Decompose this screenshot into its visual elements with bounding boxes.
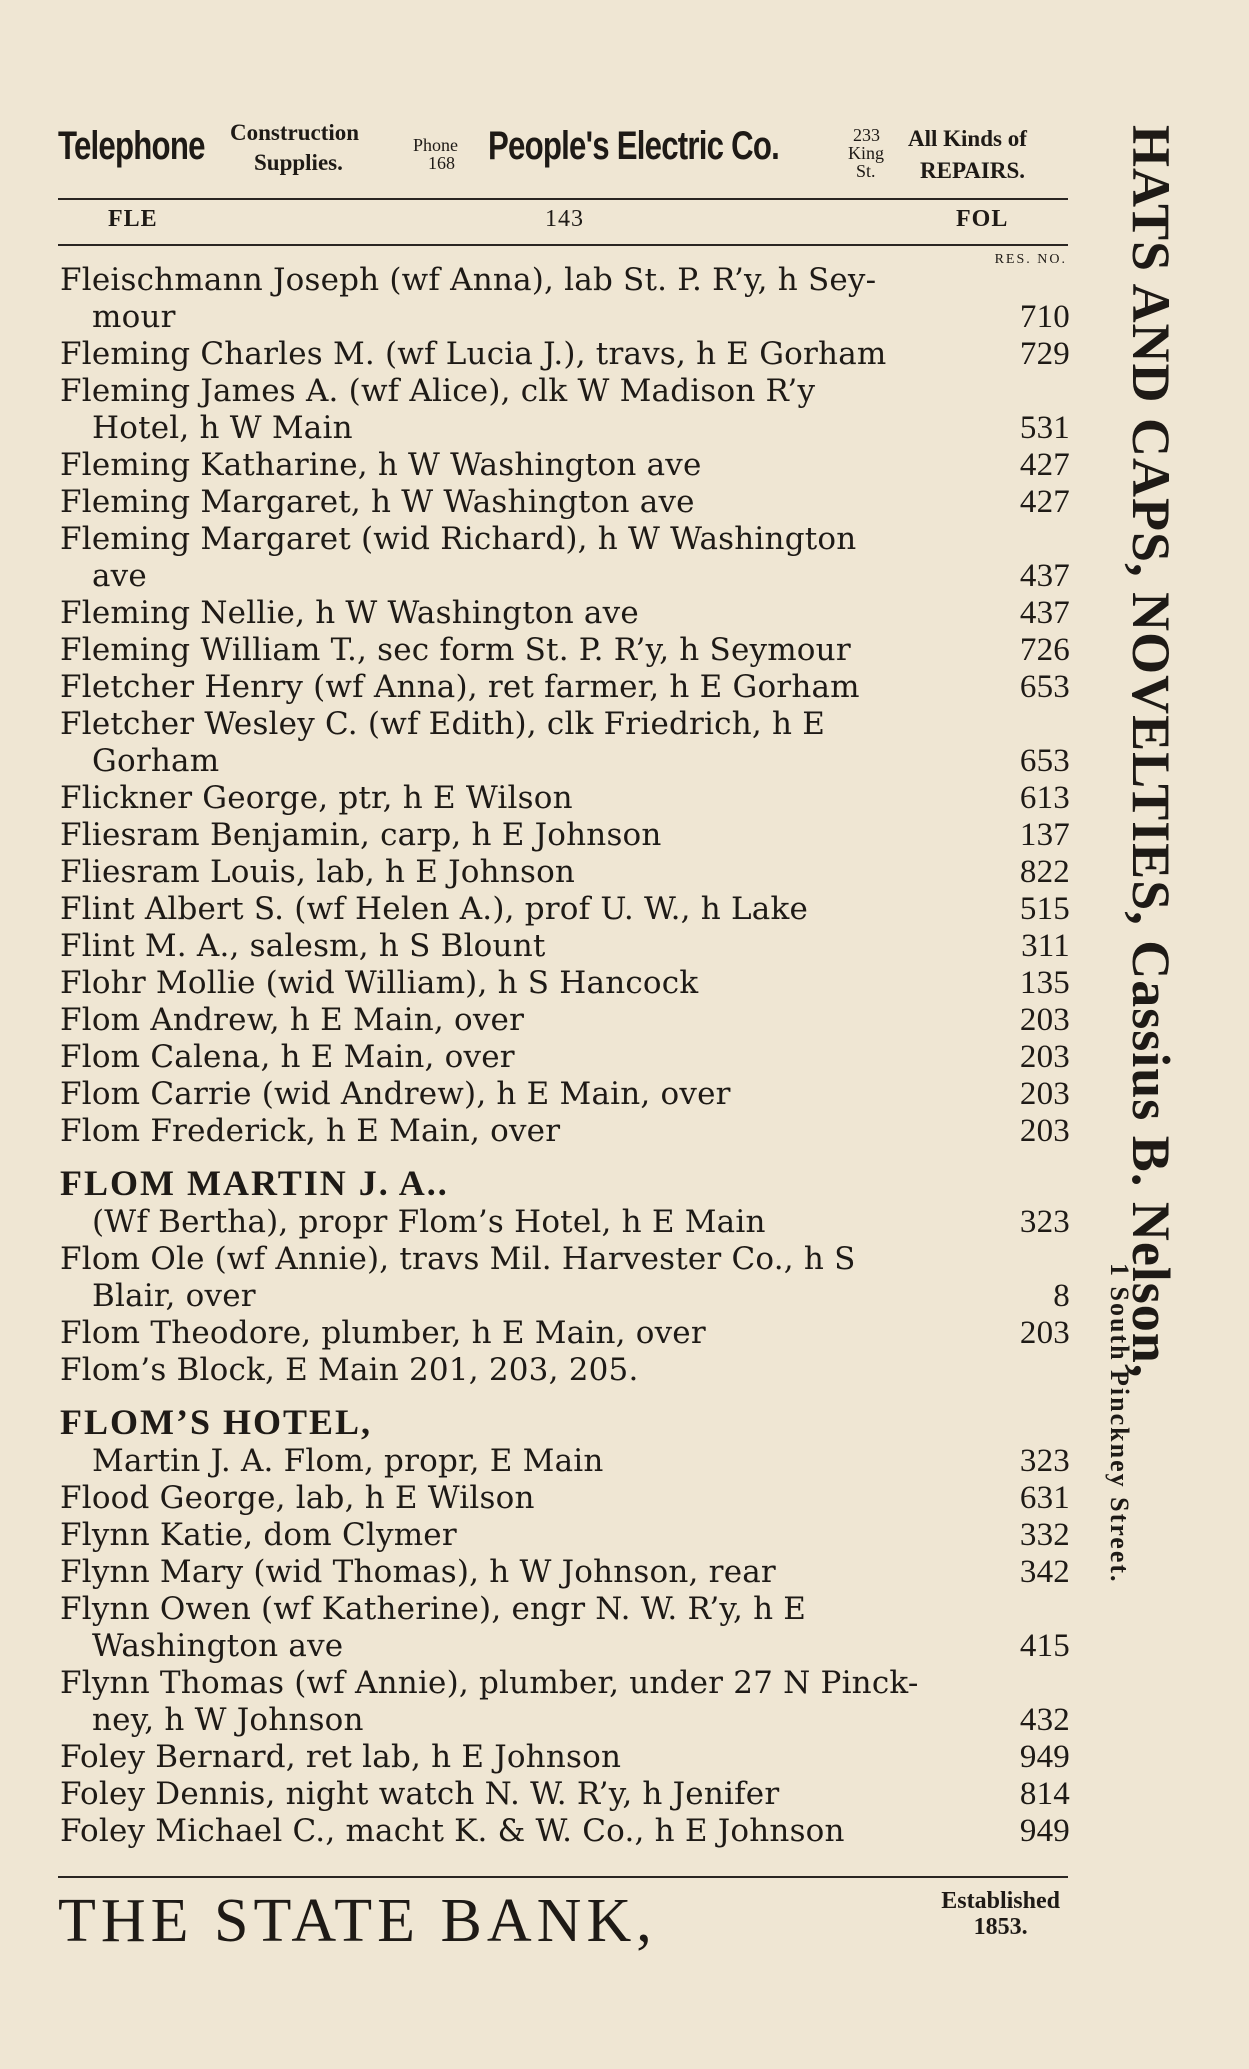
directory-entry	[60, 743, 1070, 780]
residence-number: 323	[1019, 1204, 1070, 1240]
directory-entry	[60, 891, 1070, 928]
residence-number: 135	[1019, 965, 1070, 1001]
entry-text: mour	[92, 299, 176, 335]
entry-text: Foley Michael C., macht K. & W. Co., h E Johnson	[60, 1813, 845, 1849]
directory-entry	[60, 262, 1070, 299]
directory-entry	[60, 1315, 1070, 1352]
directory-entry	[60, 1204, 1070, 1241]
residence-number: 342	[1019, 1554, 1070, 1590]
entry-heading	[60, 1389, 1070, 1443]
residence-number: 137	[1019, 817, 1070, 853]
entry-text: Flom Carrie (wid Andrew), h E Main, over	[60, 1076, 731, 1112]
directory-entry	[60, 595, 1070, 632]
entry-text: Fleming James A. (wf Alice), clk W Madison R’y	[60, 373, 816, 409]
entry-text: Fleming Charles M. (wf Lucia J.), travs, h E Gorham	[60, 336, 887, 372]
residence-number: 949	[1019, 1813, 1070, 1849]
column-label-res-no: RES. NO.	[994, 252, 1067, 267]
entry-text: Flom Frederick, h E Main, over	[60, 1113, 561, 1149]
residence-number: 613	[1019, 780, 1070, 816]
established-label: Established	[941, 1888, 1060, 1914]
directory-entry	[60, 1554, 1070, 1591]
entry-text: Gorham	[92, 743, 220, 779]
entry-text: Flom Andrew, h E Main, over	[60, 1002, 525, 1038]
entry-text: Flint M. A., salesm, h S Blount	[60, 928, 546, 964]
supplies-label: Supplies.	[254, 150, 343, 175]
entry-text: Flom Theodore, plumber, h E Main, over	[60, 1315, 706, 1351]
entry-text: Blair, over	[92, 1278, 256, 1314]
phone-number: 168	[428, 153, 455, 173]
directory-entry	[60, 1702, 1070, 1739]
residence-number: 710	[1019, 299, 1070, 335]
directory-entries	[60, 262, 1070, 1850]
footer-rule	[58, 1876, 1068, 1878]
directory-entry	[60, 1039, 1070, 1076]
address-street: King	[848, 143, 884, 163]
directory-entry	[60, 410, 1070, 447]
residence-number: 631	[1019, 1480, 1070, 1516]
entry-text: Fleischmann Joseph (wf Anna), lab St. P. R’y, h Sey-	[60, 262, 877, 298]
phone-label: Phone	[413, 135, 458, 155]
running-head-rule	[58, 244, 1068, 246]
residence-number: 427	[1019, 484, 1070, 520]
directory-entry	[60, 299, 1070, 336]
residence-number: 203	[1019, 1002, 1070, 1038]
entry-text: Foley Bernard, ret lab, h E Johnson	[60, 1739, 622, 1775]
directory-entry	[60, 1776, 1070, 1813]
entry-text: Hotel, h W Main	[92, 410, 353, 446]
entry-text: FLOM’S HOTEL,	[60, 1402, 373, 1442]
directory-entry	[60, 373, 1070, 410]
residence-number: 432	[1019, 1702, 1070, 1738]
entry-text: Foley Dennis, night watch N. W. R’y, h Jenifer	[60, 1776, 780, 1812]
directory-entry	[60, 1241, 1070, 1278]
entry-text: Flynn Owen (wf Katherine), engr N. W. R’y, h E	[60, 1591, 807, 1627]
entry-text: Flynn Katie, dom Clymer	[60, 1517, 457, 1553]
entry-text: FLOM MARTIN J. A..	[60, 1163, 449, 1203]
directory-entry	[60, 484, 1070, 521]
directory-entry	[60, 965, 1070, 1002]
running-head-right: FOL	[956, 206, 1009, 232]
side-ad-main: HATS AND CAPS, NOVELTIES, Cassius B. Nelson,	[1121, 125, 1181, 1379]
established-year: 1853.	[973, 1914, 1028, 1940]
residence-number: 323	[1019, 1443, 1070, 1479]
entry-text: Fliesram Louis, lab, h E Johnson	[60, 854, 576, 890]
directory-entry	[60, 780, 1070, 817]
entry-text: Fleming Katharine, h W Washington ave	[60, 447, 702, 483]
residence-number: 332	[1019, 1517, 1070, 1553]
page-number: 143	[545, 206, 584, 232]
entry-text: Flood George, lab, h E Wilson	[60, 1480, 535, 1516]
entry-text: Flynn Thomas (wf Annie), plumber, under 27 N Pinck-	[60, 1665, 919, 1701]
directory-entry	[60, 1002, 1070, 1039]
directory-entry	[60, 521, 1070, 558]
directory-entry	[60, 1076, 1070, 1113]
directory-entry	[60, 1352, 1070, 1389]
entry-text: Fliesram Benjamin, carp, h E Johnson	[60, 817, 662, 853]
residence-number: 437	[1019, 558, 1070, 594]
entry-text: Fleming Margaret, h W Washington ave	[60, 484, 695, 520]
directory-entry	[60, 817, 1070, 854]
entry-text: Flom Ole (wf Annie), travs Mil. Harvester Co., h S	[60, 1241, 856, 1277]
entry-text: ave	[92, 558, 147, 594]
entry-text: Fleming William T., sec form St. P. R’y, h Seymour	[60, 632, 851, 668]
residence-number: 653	[1019, 669, 1070, 705]
entry-text: Fleming Nellie, h W Washington ave	[60, 595, 639, 631]
residence-number: 203	[1019, 1315, 1070, 1351]
directory-entry	[60, 1517, 1070, 1554]
residence-number: 311	[1021, 928, 1070, 964]
directory-entry	[60, 1278, 1070, 1315]
established-block	[941, 1888, 1060, 1940]
residence-number: 203	[1019, 1113, 1070, 1149]
construction-label: Construction	[230, 120, 360, 145]
residence-number: 515	[1019, 891, 1070, 927]
directory-entry	[60, 1480, 1070, 1517]
company-name: People's Electric Co.	[488, 124, 780, 168]
directory-entry	[60, 706, 1070, 743]
residence-number: 653	[1019, 743, 1070, 779]
residence-number: 8	[1053, 1278, 1070, 1314]
header-rule	[58, 198, 1068, 200]
directory-entry	[60, 928, 1070, 965]
address-number: 233	[853, 125, 880, 145]
entry-text: Martin J. A. Flom, propr, E Main	[92, 1443, 604, 1479]
residence-number: 415	[1019, 1628, 1070, 1664]
directory-entry	[60, 632, 1070, 669]
residence-number: 822	[1019, 854, 1070, 890]
side-advertisement	[1102, 125, 1182, 1965]
address-suffix: St.	[856, 161, 876, 181]
footer-advertisement	[58, 1880, 1068, 1960]
residence-number: 203	[1019, 1076, 1070, 1112]
repairs-label: REPAIRS.	[920, 158, 1026, 183]
residence-number: 729	[1019, 336, 1070, 372]
entry-text: (Wf Bertha), propr Flom’s Hotel, h E Main	[92, 1204, 766, 1240]
entry-text: Flom’s Block, E Main 201, 203, 205.	[60, 1352, 639, 1388]
residence-number: 814	[1019, 1776, 1070, 1812]
directory-entry	[60, 1591, 1070, 1628]
entry-heading	[60, 1150, 1070, 1204]
entry-text: Fleming Margaret (wid Richard), h W Washington	[60, 521, 857, 557]
entry-text: Fletcher Henry (wf Anna), ret farmer, h E Gorham	[60, 669, 860, 705]
directory-entry	[60, 1665, 1070, 1702]
residence-number: 531	[1019, 410, 1070, 446]
directory-entry	[60, 669, 1070, 706]
directory-entry	[60, 1113, 1070, 1150]
directory-entry	[60, 1443, 1070, 1480]
entry-text: Flom Calena, h E Main, over	[60, 1039, 515, 1075]
directory-entry	[60, 854, 1070, 891]
header-advertisement	[58, 118, 1068, 196]
running-head-left: FLE	[108, 206, 158, 232]
entry-text: Flohr Mollie (wid William), h S Hancock	[60, 965, 699, 1001]
directory-entry	[60, 1628, 1070, 1665]
bank-name: THE STATE BANK,	[58, 1887, 657, 1955]
directory-entry	[60, 558, 1070, 595]
residence-number: 949	[1019, 1739, 1070, 1775]
all-kinds-label: All Kinds of	[908, 126, 1027, 151]
directory-entry	[60, 1813, 1070, 1850]
residence-number: 437	[1019, 595, 1070, 631]
entry-text: Flint Albert S. (wf Helen A.), prof U. W., h Lake	[60, 891, 809, 927]
residence-number: 203	[1019, 1039, 1070, 1075]
entry-text: Fletcher Wesley C. (wf Edith), clk Friedrich, h E	[60, 706, 826, 742]
entry-text: ney, h W Johnson	[92, 1702, 364, 1738]
directory-entry	[60, 447, 1070, 484]
directory-entry	[60, 336, 1070, 373]
directory-entry	[60, 1739, 1070, 1776]
residence-number: 427	[1019, 447, 1070, 483]
entry-text: Flickner George, ptr, h E Wilson	[60, 780, 573, 816]
entry-text: Washington ave	[92, 1628, 344, 1664]
residence-number: 726	[1019, 632, 1070, 668]
telephone-label: Telephone	[58, 124, 205, 168]
side-ad-address: 1 South Pinckney Street.	[1105, 1263, 1134, 1584]
entry-text: Flynn Mary (wid Thomas), h W Johnson, rear	[60, 1554, 776, 1590]
